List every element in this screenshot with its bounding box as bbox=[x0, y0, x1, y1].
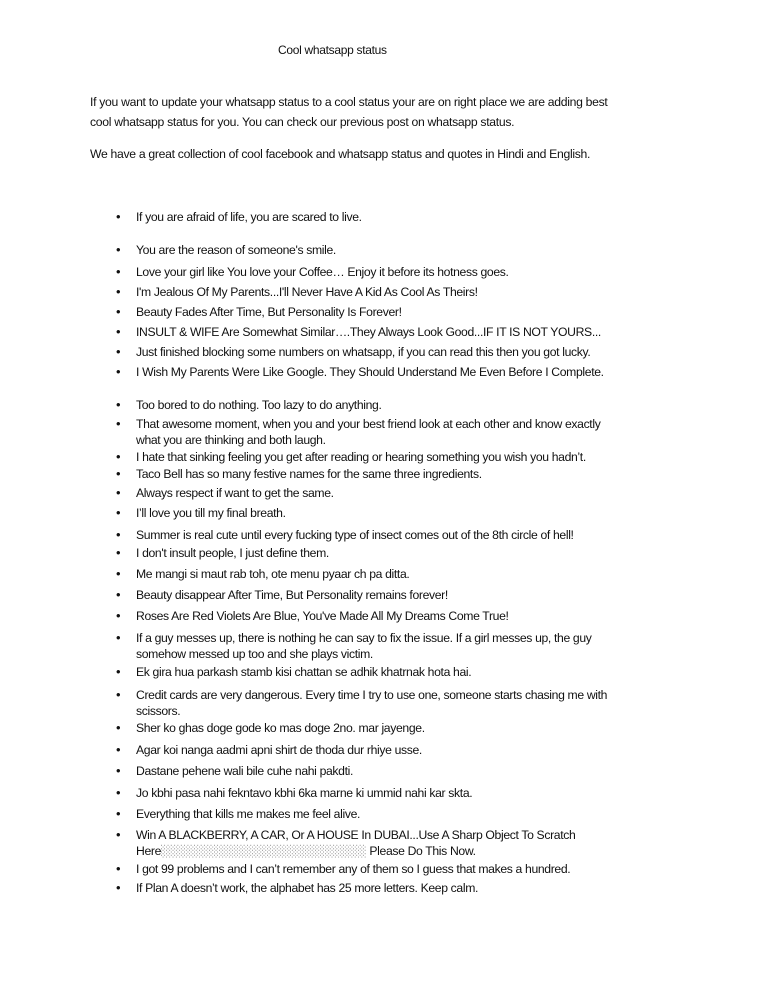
list-item: • Beauty Fades After Time, But Personality Is Forever! bbox=[136, 304, 696, 320]
list-item-line: • That awesome moment, when you and your best friend look at each other and know exactly bbox=[136, 417, 601, 431]
list-item: • Me mangi si maut rab toh, ote menu pyaar ch pa ditta. bbox=[136, 566, 696, 582]
list-item: • Always respect if want to get the same. bbox=[136, 485, 696, 501]
list-item: • Just finished blocking some numbers on whatsapp, if you can read this then you got lucky. bbox=[136, 344, 696, 360]
list-item: • Beauty disappear After Time, But Personality remains forever! bbox=[136, 587, 696, 603]
list-item bbox=[136, 827, 696, 860]
page-title: Cool whatsapp status bbox=[278, 43, 387, 57]
list-item: • I Wish My Parents Were Like Google. They Should Understand Me Even Before I Complete. bbox=[136, 364, 696, 380]
list-item: • Love your girl like You love your Coffee… Enjoy it before its hotness goes. bbox=[136, 264, 696, 280]
list-item-line bbox=[136, 843, 696, 860]
please-text: Please Do This Now. bbox=[369, 844, 476, 858]
list-item: • If you are afraid of life, you are scared to live. bbox=[136, 209, 696, 225]
intro-paragraph bbox=[90, 92, 690, 132]
list-item: • Taco Bell has so many festive names for the same three ingredients. bbox=[136, 466, 696, 482]
intro-line: If you want to update your whatsapp status to a cool status your are on right place we are adding best bbox=[90, 95, 608, 109]
list-item-line: what you are thinking and both laugh. bbox=[136, 433, 326, 447]
list-item-line: scissors. bbox=[136, 704, 181, 718]
list-item: • I'm Jealous Of My Parents...I'll Never Have A Kid As Cool As Theirs! bbox=[136, 284, 696, 300]
intro-line: cool whatsapp status for you. You can check our previous post on whatsapp status. bbox=[90, 115, 515, 129]
list-item: • INSULT & WIFE Are Somewhat Similar….They Always Look Good...IF IT IS NOT YOURS... bbox=[136, 324, 696, 340]
list-item: • Too bored to do nothing. Too lazy to do anything. bbox=[136, 397, 696, 413]
list-item: • Summer is real cute until every fucking type of insect comes out of the 8th circle of hell! bbox=[136, 527, 696, 543]
list-item: • I don't insult people, I just define them. bbox=[136, 545, 696, 561]
list-item: • Agar koi nanga aadmi apni shirt de thoda dur rhiye usse. bbox=[136, 742, 696, 758]
here-text: Here bbox=[136, 844, 162, 858]
list-item: • If Plan A doesn’t work, the alphabet has 25 more letters. Keep calm. bbox=[136, 880, 696, 896]
list-item bbox=[136, 630, 696, 662]
list-item: • Jo kbhi pasa nahi fekntavo kbhi 6ka marne ki ummid nahi kar skta. bbox=[136, 785, 696, 801]
list-item: • Everything that kills me makes me feel alive. bbox=[136, 806, 696, 822]
list-item: • I hate that sinking feeling you get after reading or hearing something you wish you hadn’t. bbox=[136, 449, 696, 465]
list-item: • I’ll love you till my final breath. bbox=[136, 505, 696, 521]
list-item bbox=[136, 416, 696, 448]
list-item-line: • Credit cards are very dangerous. Every time I try to use one, someone starts chasing me with bbox=[136, 688, 608, 702]
collection-paragraph: We have a great collection of cool facebook and whatsapp status and quotes in Hindi and English. bbox=[90, 147, 591, 161]
list-item: • Dastane pehene wali bile cuhe nahi pakdti. bbox=[136, 763, 696, 779]
list-item: • I got 99 problems and I can’t remember any of them so I guess that makes a hundred. bbox=[136, 861, 696, 877]
list-item bbox=[136, 687, 696, 719]
list-item-line: • Win A BLACKBERRY, A CAR, Or A HOUSE In DUBAI...Use A Sharp Object To Scratch bbox=[136, 828, 576, 842]
list-item: • Ek gira hua parkash stamb kisi chattan se adhik khatrnak hota hai. bbox=[136, 664, 696, 680]
list-item: • Sher ko ghas doge gode ko mas doge 2no. mar jayenge. bbox=[136, 720, 696, 736]
list-item-line: • If a guy messes up, there is nothing he can say to fix the issue. If a girl messes up, the guy bbox=[136, 631, 592, 645]
placeholder-blocks: ░░░░░░░░░░░░░░░░░░░░░░░░░░░░░░░ bbox=[161, 845, 367, 858]
list-item: • Roses Are Red Violets Are Blue, You've Made All My Dreams Come True! bbox=[136, 608, 696, 624]
list-item: • You are the reason of someone's smile. bbox=[136, 242, 696, 258]
list-item-line: somehow messed up too and she plays victim. bbox=[136, 647, 373, 661]
